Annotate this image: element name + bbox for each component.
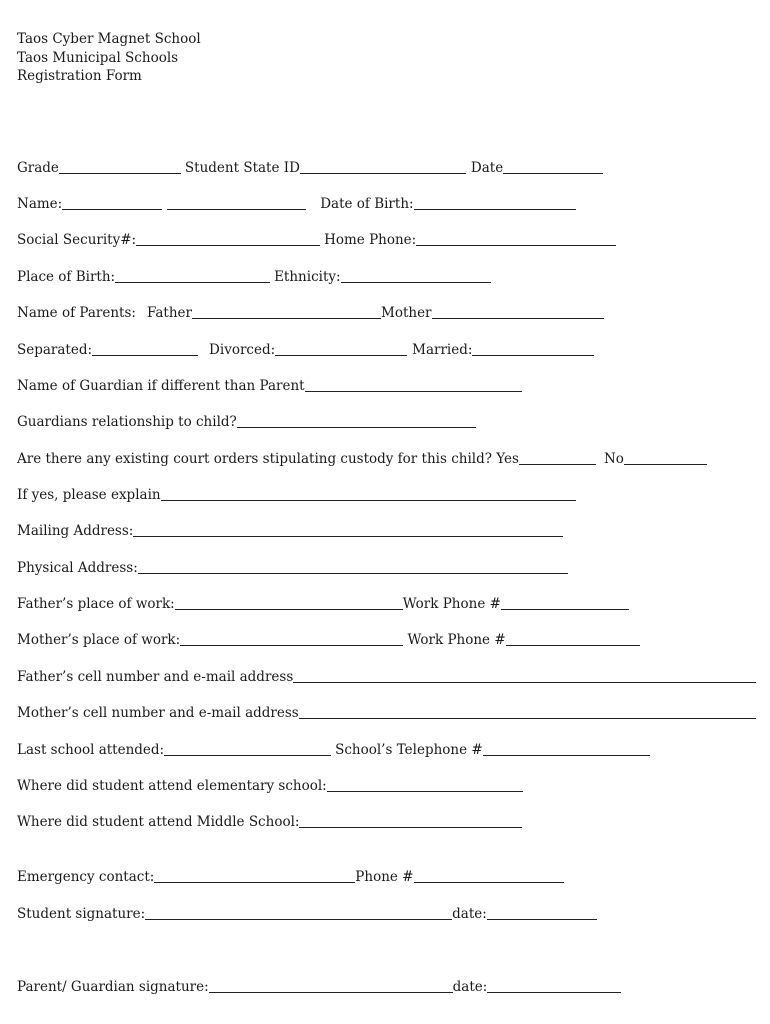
date-field[interactable] [503,172,603,174]
row-father-cell-email [17,665,756,685]
row-marital-status [17,338,594,358]
place-of-birth-field[interactable] [115,281,270,283]
guardian-relationship-label: Guardians relationship to child? [17,414,237,430]
row-physical-address [17,556,568,576]
date-label: Date [470,160,504,176]
phone-label: Phone # [355,869,414,885]
separated-label: Separated: [17,342,93,358]
student-sig-date-label: date: [452,906,487,922]
row-elementary-school [17,774,523,794]
row-guardian-relationship [17,410,476,430]
row-mother-work [17,628,640,648]
row-ssn-phone [17,228,616,248]
court-orders-yes-field[interactable] [519,463,596,465]
row-student-signature [17,902,597,922]
mailing-address-label: Mailing Address: [17,523,134,539]
parent-signature-label: Parent/ Guardian signature: [17,979,209,995]
grade-label: Grade [17,160,59,176]
mother-cell-email-field[interactable] [299,717,756,719]
elementary-school-field[interactable] [327,790,523,792]
emergency-contact-field[interactable] [154,881,355,883]
ethnicity-label: Ethnicity: [274,269,341,285]
form-header [17,30,201,86]
name-of-parents-label: Name of Parents: [17,305,136,321]
guardian-name-field[interactable] [305,390,522,392]
social-security-label: Social Security#: [17,232,137,248]
student-state-id-field[interactable] [300,172,466,174]
mother-name-field[interactable] [432,317,604,319]
student-sig-date-field[interactable] [487,918,597,920]
row-middle-school [17,810,522,830]
divorced-label: Divorced: [209,342,276,358]
father-cell-email-label: Father’s cell number and e-mail address [17,669,294,685]
school-name: Taos Cyber Magnet School [17,31,201,47]
father-work-phone-field[interactable] [501,608,629,610]
date-of-birth-label: Date of Birth: [320,196,414,212]
row-emergency-contact [17,865,564,885]
place-of-birth-label: Place of Birth: [17,269,116,285]
row-parent-signature [17,975,621,995]
row-explain [17,483,576,503]
last-school-label: Last school attended: [17,742,165,758]
mother-cell-email-label: Mother’s cell number and e-mail address [17,705,299,721]
parent-signature-field[interactable] [209,991,453,993]
mother-work-phone-label: Work Phone # [403,632,506,648]
date-of-birth-field[interactable] [414,208,576,210]
father-cell-email-field[interactable] [293,681,756,683]
row-father-work [17,592,629,612]
form-title: Registration Form [17,68,142,84]
home-phone-field[interactable] [416,244,616,246]
row-mailing-address [17,519,563,539]
court-orders-no-label: No [603,451,624,467]
guardian-relationship-field[interactable] [237,426,476,428]
married-field[interactable] [472,354,594,356]
row-court-orders [17,447,707,467]
parent-sig-date-field[interactable] [487,991,621,993]
last-name-field[interactable] [167,208,306,210]
district-name: Taos Municipal Schools [17,49,179,66]
if-yes-explain-label: If yes, please explain [17,487,161,503]
name-label: Name: [17,196,63,212]
physical-address-field[interactable] [138,572,568,574]
father-work-phone-label: Work Phone # [402,596,501,612]
student-signature-field[interactable] [145,918,452,920]
elementary-school-label: Where did student attend elementary school: [17,778,327,794]
row-guardian-name [17,374,522,394]
father-work-field[interactable] [175,608,403,610]
student-signature-label: Student signature: [17,906,146,922]
row-birthplace-ethnicity [17,265,491,285]
row-name-dob [17,192,576,212]
mother-work-label: Mother’s place of work: [17,632,181,648]
divorced-field[interactable] [275,354,407,356]
father-work-label: Father’s place of work: [17,596,175,612]
emergency-contact-label: Emergency contact: [17,869,155,885]
father-label: Father [146,305,192,321]
court-orders-no-field[interactable] [624,463,707,465]
student-state-id-label: Student State ID [184,160,300,176]
mailing-address-field[interactable] [133,535,563,537]
home-phone-label: Home Phone: [324,232,417,248]
middle-school-field[interactable] [299,826,522,828]
court-orders-label: Are there any existing court orders stipulating custody for this child? Yes [17,451,519,467]
mother-work-field[interactable] [180,644,403,646]
row-parents [17,301,604,321]
father-name-field[interactable] [192,317,381,319]
row-grade-id-date [17,156,603,176]
mother-label: Mother [381,305,432,321]
social-security-field[interactable] [136,244,320,246]
physical-address-label: Physical Address: [17,560,138,576]
school-telephone-field[interactable] [483,754,650,756]
guardian-name-label: Name of Guardian if different than Parent [17,378,305,394]
last-school-field[interactable] [164,754,331,756]
ethnicity-field[interactable] [341,281,491,283]
grade-field[interactable] [59,172,181,174]
middle-school-label: Where did student attend Middle School: [17,814,300,830]
row-mother-cell-email [17,701,756,721]
school-telephone-label: School’s Telephone # [335,742,483,758]
row-last-school [17,738,650,758]
married-label: Married: [412,342,473,358]
if-yes-explain-field[interactable] [161,499,576,501]
first-name-field[interactable] [62,208,162,210]
parent-sig-date-label: date: [452,979,488,995]
emergency-phone-field[interactable] [414,881,564,883]
separated-field[interactable] [92,354,198,356]
mother-work-phone-field[interactable] [506,644,640,646]
